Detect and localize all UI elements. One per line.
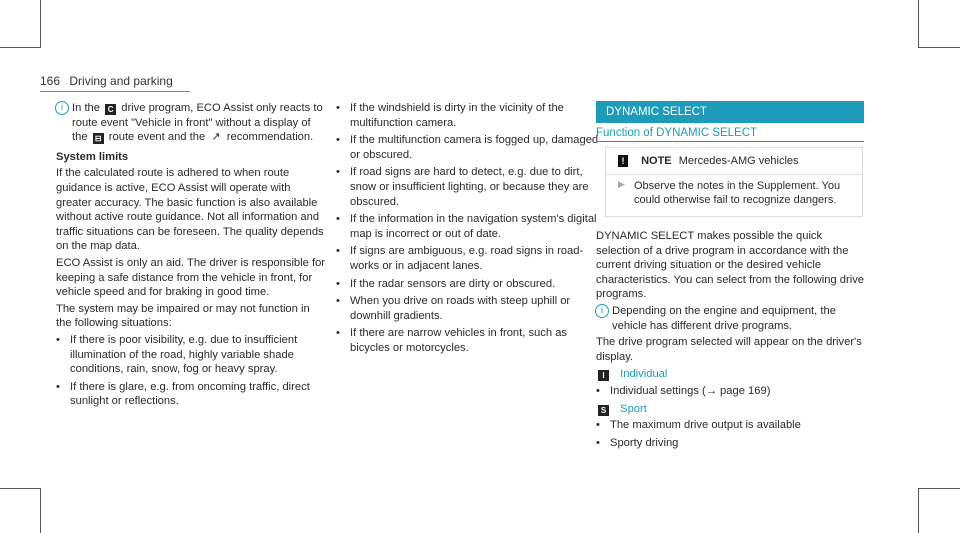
individual-mode-icon: I [598,370,609,381]
list-item: • If the radar sensors are dirty or obscured. [336,277,556,290]
note-label: NOTE [641,155,672,167]
page-section-title: Driving and parking [69,74,173,88]
list-item: • If the information in the navigation system's digital map is incorrect or out of date. [336,213,597,240]
list-item: • If there are narrow vehicles in front, such as bicycles or motorcycles. [336,327,568,354]
paragraph: The drive program selected will appear on the driver's display. [596,336,862,363]
list-item: • If road signs are hard to detect, e.g. due to dirt, snow or insufficient lighting, or because they are obscured. [336,166,589,208]
note-vehicle: Mercedes-AMG vehicles [678,155,799,167]
note-body: Observe the notes in the Supplement. You could otherwise fail to recognize dangers. [634,180,841,206]
paragraph: The system may be impaired or may not function in the following situations: [56,302,310,330]
info-icon: i [595,304,609,318]
list-item: • When you drive on roads with steep uphill or downhill gradients. [336,295,571,322]
sport-mode-icon: S [598,405,609,416]
column-middle [336,101,604,359]
eco-recommendation-icon: ↗ [211,131,221,144]
heading-system-limits: System limits [56,150,129,163]
list-item: • If the windshield is dirty in the vicinity of the multifunction camera. [336,102,564,129]
crop-mark [0,47,41,48]
info-note: i In the C drive program, ECO Assist only reacts to route event "Vehicle in front" without a display of the ⊟ route event and the ↗ recommendation. [56,101,328,145]
list-item: • If there is poor visibility, e.g. due to insufficient illumination of the road, highly variable shade conditions, rain, snow, fog or heavy spray. [56,333,298,376]
mode-label: Individual [620,368,668,381]
crop-mark [918,488,919,533]
list-item: • Sporty driving [596,436,679,449]
list-item: • The maximum drive output is available [596,419,801,432]
page-header [40,74,173,88]
comfort-program-icon: C [105,104,116,115]
list-item: • If the multifunction camera is fogged up, damaged or obscured. [336,134,599,161]
crop-mark [0,488,41,489]
crop-mark [918,488,960,489]
car-icon: ⊟ [93,133,104,144]
drive-mode-sport [596,402,866,417]
crop-mark [918,0,919,48]
header-rule [40,91,190,92]
crop-mark [918,47,960,48]
list-item: • Individual settings (→ page 169) [596,384,771,397]
column-left [56,101,328,412]
paragraph: ECO Assist is only an aid. The driver is responsible for keeping a safe distance from the vehicle in front, for vehicle speed and for braking in good time. [56,256,326,299]
arrow-right-icon: ▶ [618,179,625,189]
info-note: i Depending on the engine and equipment, the vehicle has different drive programs. [596,304,866,333]
mode-label: Sport [620,402,647,415]
list-item: • If there is glare, e.g. from oncoming traffic, direct sunlight or reflections. [56,380,310,408]
info-icon: i [55,101,69,115]
bullet-list [56,333,328,409]
bullet-list [596,384,866,399]
paragraph: DYNAMIC SELECT makes possible the quick selection of a drive program in accordance with the current driving situation or the desired vehicle characteristics. You can select from the following drive programs. [596,230,865,301]
divider [606,174,862,175]
paragraph: If the calculated route is adhered to when route guidance is active, ECO Assist will operate with greater accuracy. The basic function is also available without active route guidance. Not all information and traffic situations can be foreseen. The quality depends on the map data. [56,167,324,253]
section-title: DYNAMIC SELECT [596,101,864,123]
page-number: 166 [40,74,61,88]
bullet-list [596,418,866,450]
drive-mode-individual [596,367,866,382]
warning-icon: ! [618,155,628,167]
bullet-list [336,101,604,356]
crop-mark [40,488,41,533]
list-item: • If signs are ambiguous, e.g. road signs in road-works or in adjacent lanes. [336,245,584,272]
note-box [605,147,863,217]
crop-mark [40,0,41,48]
subsection-title: Function of DYNAMIC SELECT [596,127,864,142]
note-header [618,155,799,167]
column-right-body [596,229,866,453]
